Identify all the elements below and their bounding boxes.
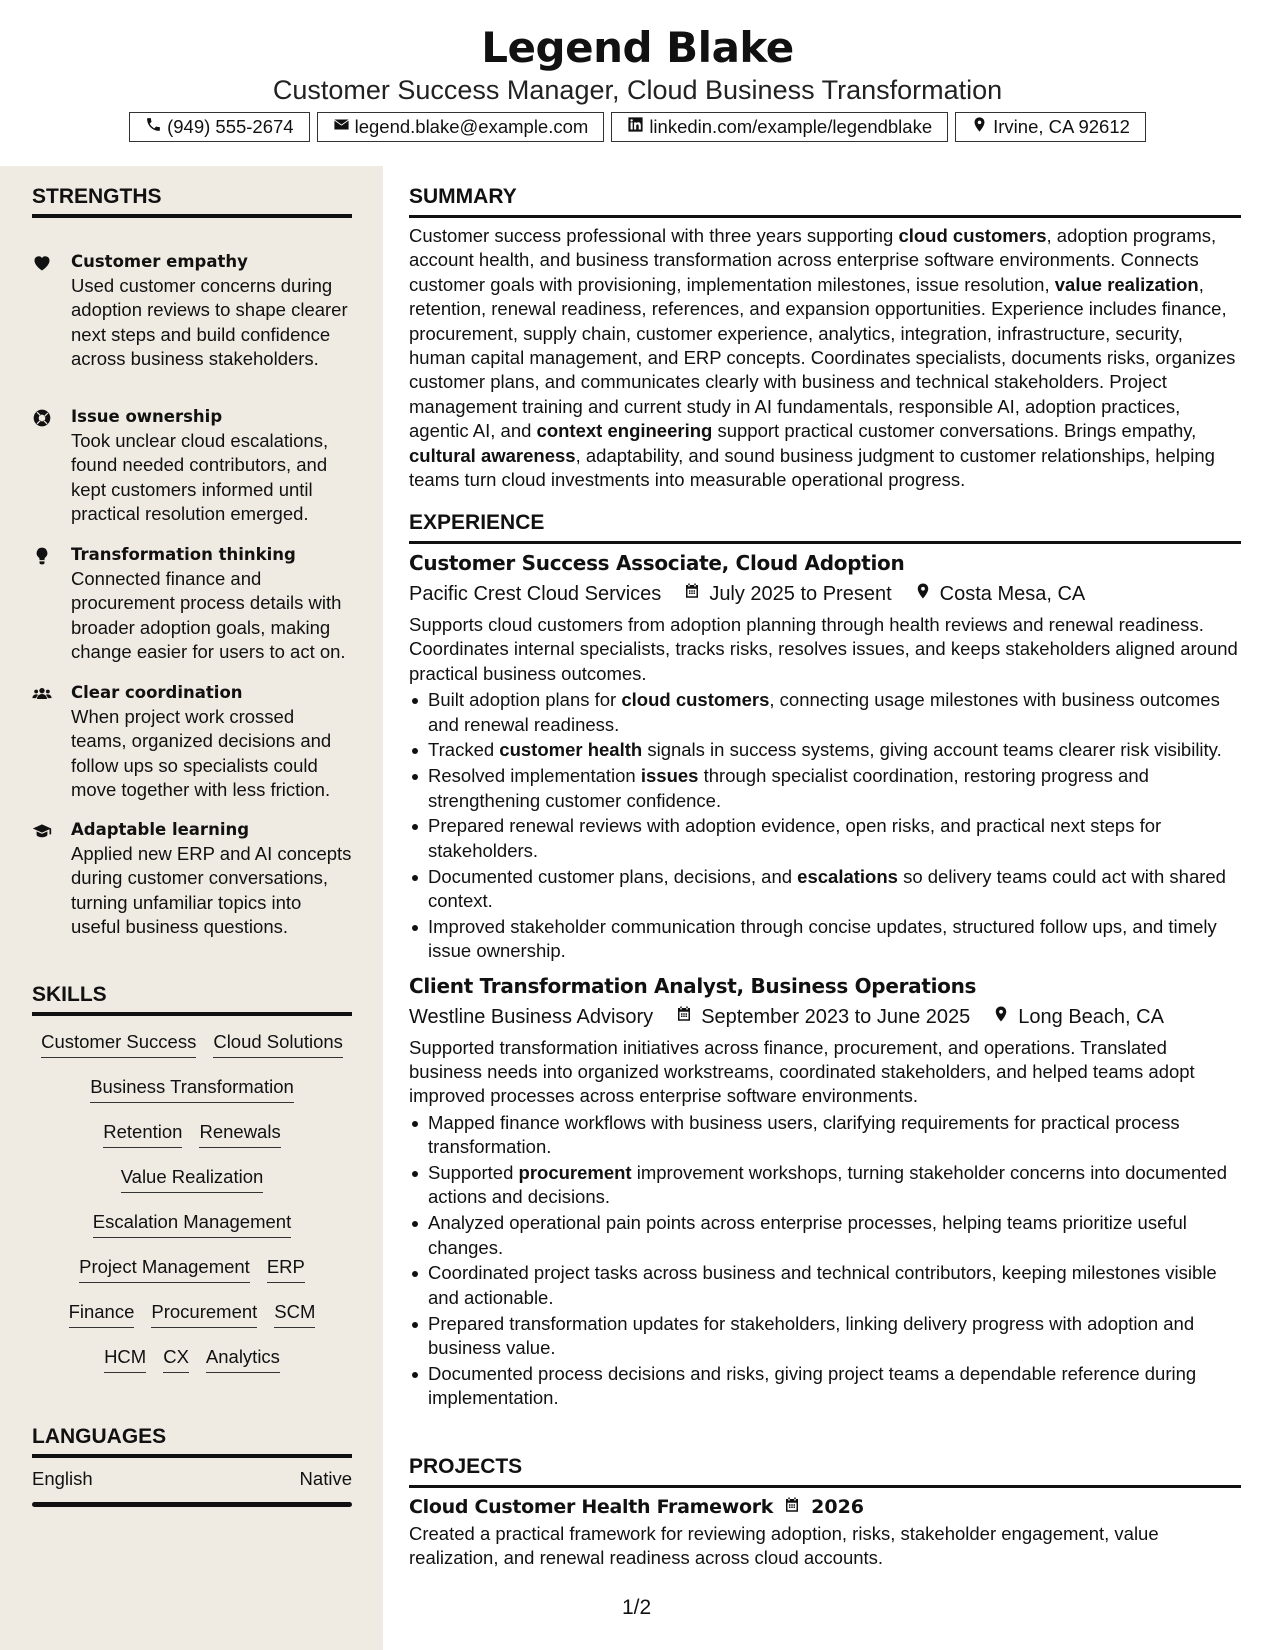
phone-icon [145,116,162,138]
job-bullet: Prepared transformation updates for stakeholders, linking delivery progress with adoption and business value. [409,1312,1241,1361]
skill-tag: Cloud Solutions [213,1030,343,1058]
skills-section [32,982,352,1367]
candidate-name: Legend Blake [481,23,794,72]
skill-row [32,1300,352,1345]
skill-tag: Analytics [206,1345,280,1373]
skills-title: SKILLS [32,983,107,1006]
project-year: 2026 [811,1496,865,1518]
contact-location-text: Irvine, CA 92612 [993,116,1130,137]
skill-row [32,1210,352,1255]
summary-text: Customer success professional with three years supporting cloud customers, adoption programs, account health, and business transformation across enterprise software environments. Connects customer goals with provisioning, implementation milestones, issue resolution, value realization, retention, renewal readiness, references, and expansion opportunities. Experience includes finance, procurement, supply chain, customer experience, analytics, integration, infrastructure, security, human capital management, and ERP concepts. Coordinates specialists, documents risks, organizes customer plans, and communicates clearly with business and technical stakeholders. Project management training and current study in AI fundamentals, responsible AI, adoption practices, agentic AI, and context engineering support practical customer conversations. Brings empathy, cultural awareness, adaptability, and sound business judgment to customer relationships, helping teams turn cloud investments into measurable operational progress. [409,225,1236,491]
job-meta [409,581,1241,607]
strength-title: Issue ownership [71,407,223,426]
strength-title: Clear coordination [71,683,243,702]
calendar-icon [683,581,701,607]
job-location: Costa Mesa, CA [939,583,1086,605]
contact-linkedin[interactable] [611,112,948,142]
job-company: Pacific Crest Cloud Services [409,583,662,605]
summary-section [409,184,1241,492]
job-bullet: Prepared renewal reviews with adoption evidence, open risks, and practical next steps for stakeholders. [409,814,1241,863]
strength-title: Transformation thinking [71,545,296,564]
sidebar [0,166,383,1650]
experience-title: EXPERIENCE [409,511,545,534]
strength-desc: Took unclear cloud escalations, found needed contributors, and kept customers informed until practical resolution emerged. [71,430,329,525]
map-pin-icon [992,1004,1010,1030]
skills-list [32,1030,352,1390]
candidate-headline: Customer Success Manager, Cloud Business Transformation [272,75,1003,105]
contact-email[interactable] [317,112,605,142]
contact-bar [0,112,1275,142]
contact-phone[interactable] [129,112,310,142]
job-bullet: Mapped finance workflows with business users, clarifying requirements for practical process transformation. [409,1111,1241,1160]
contact-location [955,112,1146,142]
language-row [32,1468,352,1490]
strengths-section [32,184,352,938]
skill-tag: HCM [104,1345,146,1373]
job-bullet: Documented customer plans, decisions, and escalations so delivery teams could act with shared context. [409,865,1241,914]
skill-tag: Retention [103,1120,182,1148]
skill-tag: CX [163,1345,189,1373]
skill-tag: Value Realization [121,1165,264,1193]
skill-tag: SCM [274,1300,315,1328]
graduation-cap-icon [32,821,54,841]
contact-email-text: legend.blake@example.com [354,116,589,137]
language-level: Native [299,1468,352,1489]
strength-desc: Applied new ERP and AI concepts during customer conversations, turning unfamiliar topics into useful business questions. [71,843,352,938]
skill-row [32,1165,352,1210]
job-bullet: Supported procurement improvement workshops, turning stakeholder concerns into documented actions and decisions. [409,1161,1241,1210]
lightbulb-icon [32,546,54,566]
project-desc: Created a practical framework for reviewing adoption, risks, stakeholder engagement, value realization, and renewal readiness across cloud accounts. [409,1523,1159,1569]
job-bullet: Analyzed operational pain points across enterprise processes, helping teams prioritize useful changes. [409,1211,1241,1260]
job-bullet: Improved stakeholder communication through concise updates, structured follow ups, and timely issue ownership. [409,915,1241,964]
skill-row [32,1075,352,1120]
job-bullet: Resolved implementation issues through specialist coordination, restoring progress and strengthening customer confidence. [409,764,1241,813]
job-meta [409,1004,1241,1030]
languages-section [32,1424,352,1489]
strength-desc: When project work crossed teams, organized decisions and follow ups so specialists could move together with less friction. [71,706,332,801]
strength-item [32,681,352,803]
job-bullet: Built adoption plans for cloud customers, connecting usage milestones with business outcomes and renewal readiness. [409,688,1241,737]
skill-tag: ERP [267,1255,305,1283]
job-summary: Supported transformation initiatives across finance, procurement, and operations. Translated business needs into organized workstreams, coordinated stakeholders, and helped teams adopt improved processes across enterprise software environments. [409,1036,1195,1107]
strength-title: Customer empathy [71,252,248,271]
job-entry [409,550,1241,964]
skill-row [32,1345,352,1390]
map-pin-icon [914,581,932,607]
skill-tag: Business Transformation [90,1075,294,1103]
job-company: Westline Business Advisory [409,1005,654,1028]
skills-rule [32,1012,352,1016]
strength-desc: Connected finance and procurement process details with broader adoption goals, making change easier for users to act on. [71,568,346,663]
skill-tag: Finance [69,1300,135,1328]
languages-title: LANGUAGES [32,1425,167,1448]
languages-rule [32,1454,352,1458]
strength-item [32,543,352,665]
page-number: 1/2 [622,1596,652,1619]
strength-title: Adaptable learning [71,820,250,839]
resume-header [0,0,1275,142]
strength-item [32,818,352,940]
summary-title: SUMMARY [409,185,517,208]
job-entry [409,973,1241,1411]
calendar-icon [783,1496,801,1519]
users-icon [32,684,54,704]
skill-row [32,1030,352,1075]
envelope-icon [333,116,350,138]
job-dates: July 2025 to Present [709,583,892,605]
job-role: Customer Success Associate, Cloud Adoption [409,551,905,575]
skill-row [32,1120,352,1165]
life-ring-icon [32,408,54,428]
strength-item [32,405,352,527]
skill-tag: Escalation Management [93,1210,291,1238]
projects-section [409,1454,1241,1571]
linkedin-icon [627,116,644,138]
job-bullets [409,688,1241,963]
summary-rule [409,215,1241,218]
job-role: Client Transformation Analyst, Business Operations [409,973,977,998]
language-proficiency-bar [32,1502,352,1507]
job-summary: Supports cloud customers from adoption planning through health reviews and renewal readiness. Coordinates internal specialists, tracks risks, resolves issues, and keeps stakeholders aligned around practical business outcomes. [409,614,1238,684]
contact-phone-text: (949) 555-2674 [167,116,294,137]
calendar-icon [675,1004,693,1030]
skill-tag: Project Management [79,1255,250,1283]
contact-linkedin-text: linkedin.com/example/legendblake [649,116,933,137]
strengths-title: STRENGTHS [32,185,162,208]
language-name: English [32,1468,93,1489]
job-bullet: Documented process decisions and risks, giving project teams a dependable reference during implementation. [409,1362,1241,1411]
experience-rule [409,541,1241,544]
heart-icon [32,253,54,273]
job-bullet: Tracked customer health signals in success systems, giving account teams clearer risk visibility. [409,738,1241,762]
job-bullet: Coordinated project tasks across business and technical contributors, keeping milestones visible and actionable. [409,1261,1241,1310]
experience-section [409,510,1241,1412]
map-pin-icon [971,116,988,138]
job-location: Long Beach, CA [1018,1005,1164,1028]
job-bullets [409,1111,1241,1411]
skill-tag: Renewals [199,1120,280,1148]
project-title: Cloud Customer Health Framework [409,1496,774,1518]
job-dates: September 2023 to June 2025 [701,1005,971,1028]
skill-tag: Procurement [151,1300,257,1328]
strengths-rule [32,214,352,218]
strength-item [32,250,352,372]
projects-rule [409,1485,1241,1488]
project-header [409,1494,1241,1520]
skill-row [32,1255,352,1300]
strength-desc: Used customer concerns during adoption reviews to shape clearer next steps and build confidence across business stakeholders. [71,275,348,370]
skill-tag: Customer Success [41,1030,196,1058]
projects-title: PROJECTS [409,1455,523,1478]
